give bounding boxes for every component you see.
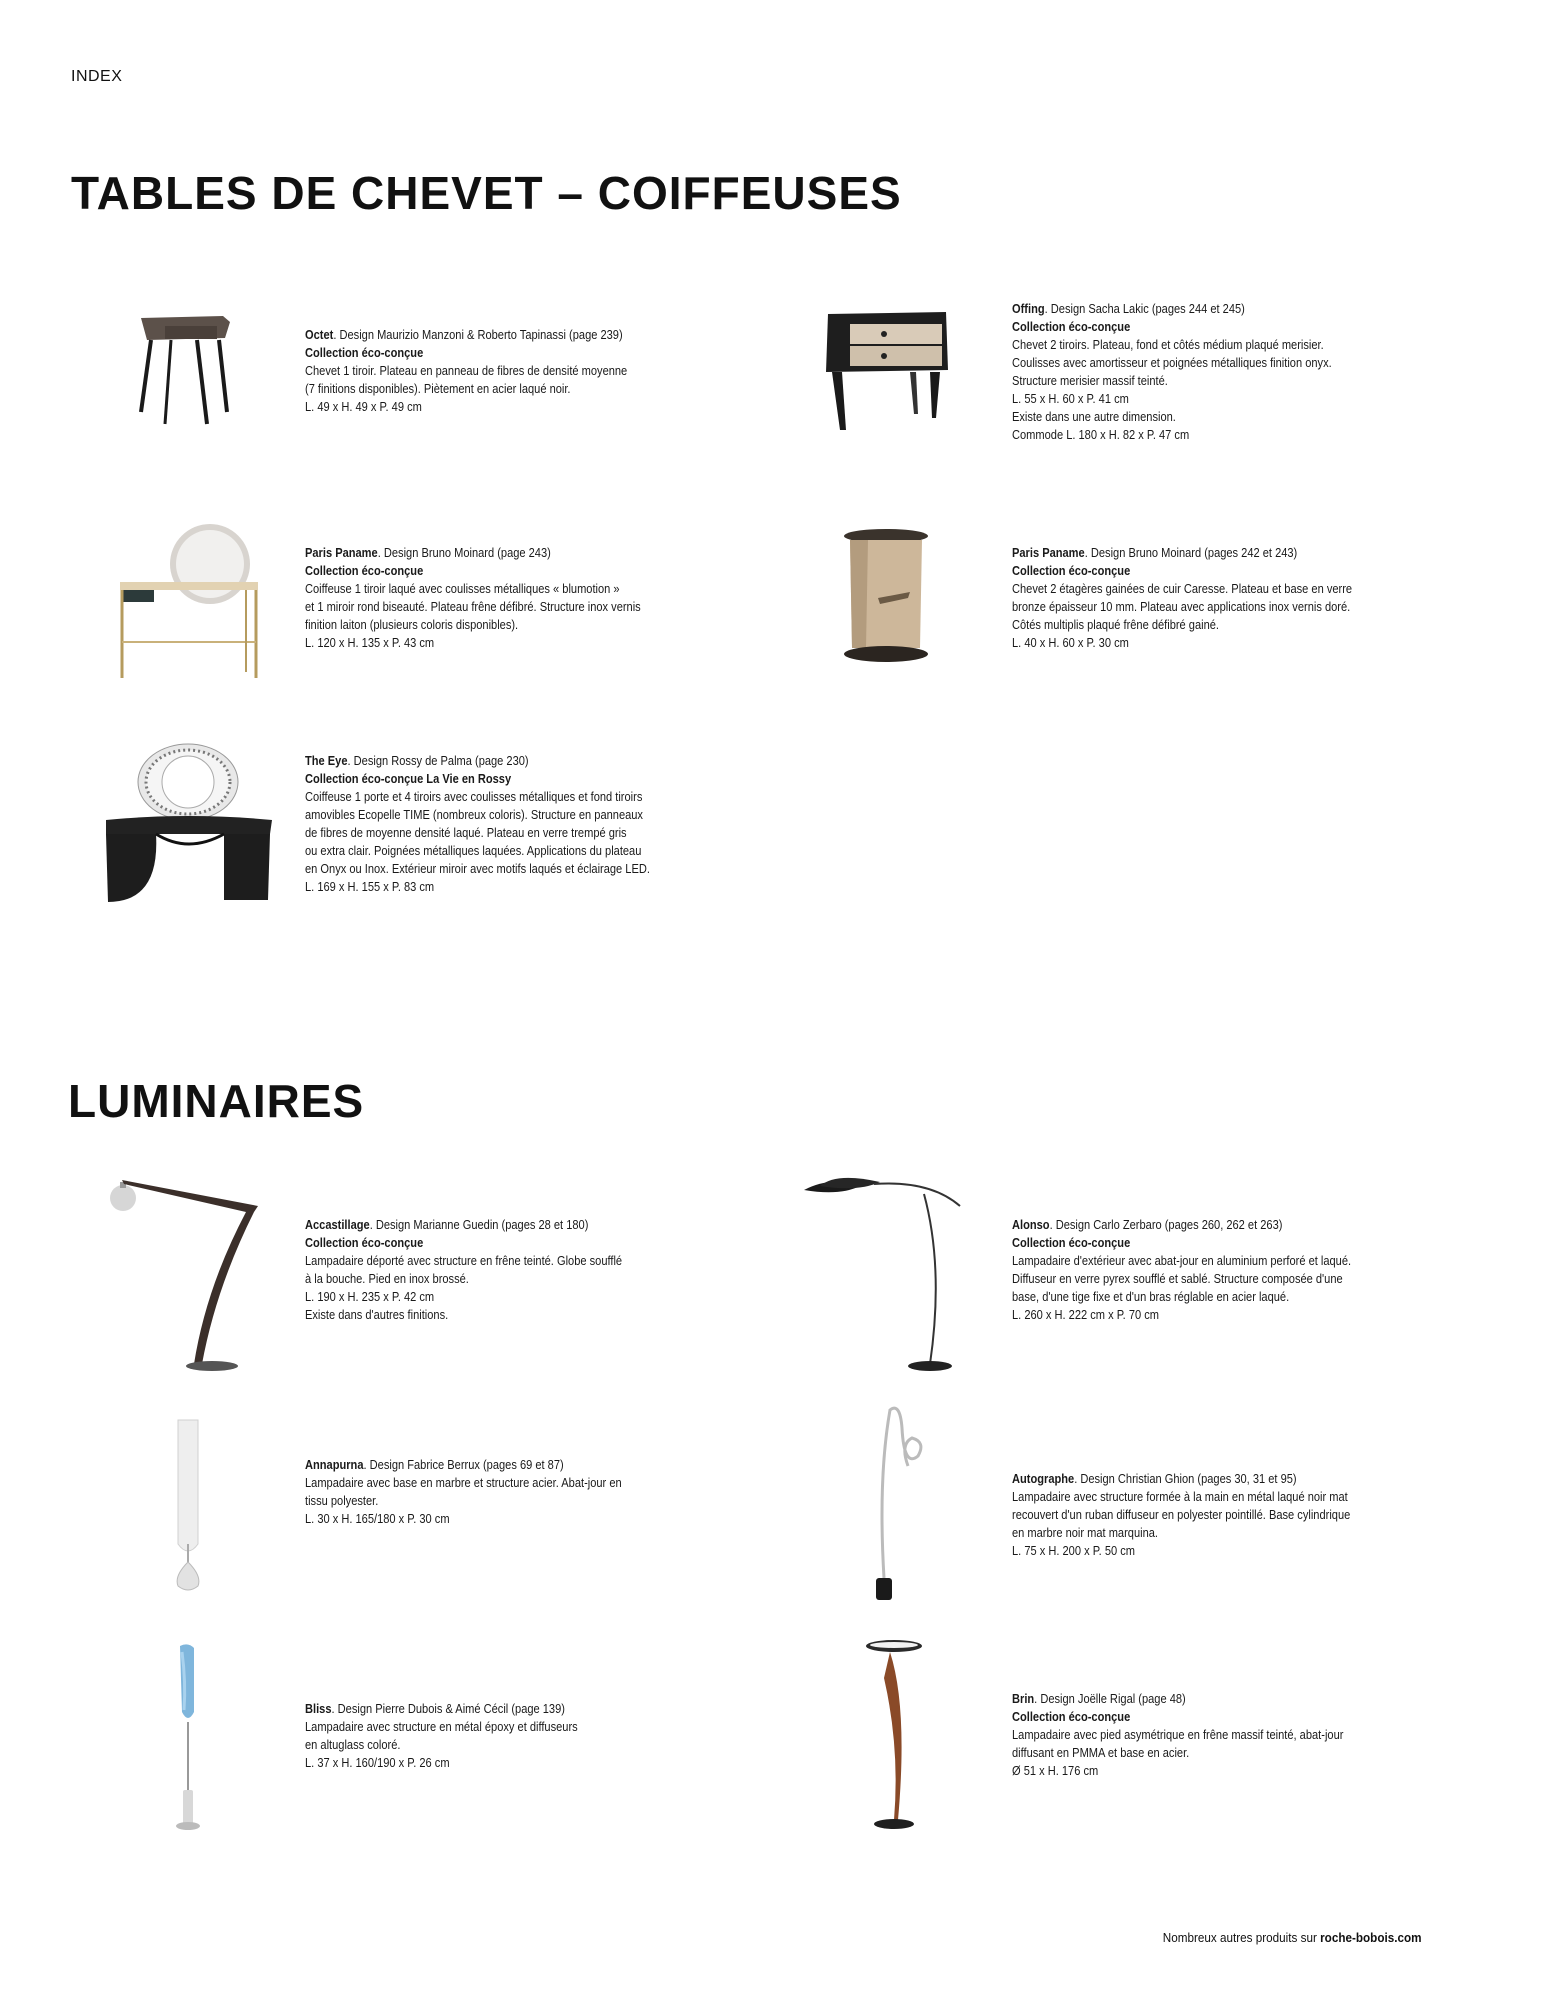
product-line: recouvert d'un ruban diffuseur en polyester pointillé. Base cylindrique [1012,1508,1351,1522]
product-name: Paris Paname [1012,546,1085,560]
product-line: Coulisses avec amortisseur et poignées métalliques finition onyx. [1012,356,1332,370]
product-line: Coiffeuse 1 porte et 4 tiroirs avec coulisses métalliques et fond tiroirs [305,790,643,804]
product-line: Lampadaire avec pied asymétrique en frêne massif teinté, abat-jour [1012,1728,1344,1742]
product-line: en marbre noir mat marquina. [1012,1526,1158,1540]
product-line: Chevet 1 tiroir. Plateau en panneau de fibres de densité moyenne [305,364,628,378]
product-collection: Collection éco-conçue [305,564,424,578]
the-eye-description [305,752,650,896]
product-line: Structure merisier massif teinté. [1012,374,1168,388]
product-collection: Collection éco-conçue [1012,1236,1131,1250]
product-line: à la bouche. Pied en inox brossé. [305,1272,469,1286]
product-name: Accastillage [305,1218,370,1232]
product-collection: Collection éco-conçue [305,1236,424,1250]
product-design: . Design Maurizio Manzoni & Roberto Tapinassi (page 239) [333,328,623,342]
product-line: L. 75 x H. 200 x P. 50 cm [1012,1544,1136,1558]
product-name: The Eye [305,754,348,768]
brin-lamp-image [864,1638,924,1834]
product-name: Brin [1012,1692,1035,1706]
product-name: Annapurna [305,1458,364,1472]
product-collection: Collection éco-conçue [305,346,424,360]
product-design: . Design Bruno Moinard (page 243) [377,546,551,560]
product-line: de fibres de moyenne densité laqué. Plateau en verre trempé gris [305,826,627,840]
product-line: Coiffeuse 1 tiroir laqué avec coulisses métalliques « blumotion » [305,582,620,596]
product-design: . Design Pierre Dubois & Aimé Cécil (page 139) [331,1702,565,1716]
product-name: Paris Paname [305,546,378,560]
product-line: Lampadaire d'extérieur avec abat-jour en aluminium perforé et laqué. [1012,1254,1352,1268]
product-line: diffusant en PMMA et base en acier. [1012,1746,1190,1760]
product-line: L. 49 x H. 49 x P. 49 cm [305,400,422,414]
product-line: ou extra clair. Poignées métalliques laquées. Applications du plateau [305,844,642,858]
alonso-description [1012,1216,1351,1324]
product-line: Diffuseur en verre pyrex soufflé et sablé. Structure composée d'une [1012,1272,1343,1286]
autographe-description [1012,1470,1350,1560]
product-line: Côtés multiplis plaqué frêne défibré gainé. [1012,618,1220,632]
product-name: Bliss [305,1702,332,1716]
product-line: Ø 51 x H. 176 cm [1012,1764,1099,1778]
product-line: et 1 miroir rond biseauté. Plateau frêne défibré. Structure inox vernis [305,600,641,614]
octet-description [305,326,627,416]
product-design: . Design Bruno Moinard (pages 242 et 243) [1084,546,1298,560]
product-line: Chevet 2 tiroirs. Plateau, fond et côtés médium plaqué merisier. [1012,338,1324,352]
offing-description [1012,300,1332,444]
product-design: . Design Fabrice Berrux (pages 69 et 87) [363,1458,564,1472]
product-collection: Collection éco-conçue La Vie en Rossy [305,772,512,786]
index-label: INDEX [71,68,123,85]
annapurna-lamp-image [168,1418,208,1594]
section-title-tables-de-chevet: TABLES DE CHEVET – COIFFEUSES [71,167,902,219]
annapurna-description [305,1456,622,1528]
product-line: en Onyx ou Inox. Extérieur miroir avec motifs laqués et éclairage LED. [305,862,650,876]
product-name: Octet [305,328,334,342]
product-name: Alonso [1012,1218,1050,1232]
autographe-lamp-image [860,1398,930,1604]
product-line: Existe dans d'autres finitions. [305,1308,449,1322]
product-line: Commode L. 180 x H. 82 x P. 47 cm [1012,428,1190,442]
product-line: L. 120 x H. 135 x P. 43 cm [305,636,435,650]
bliss-description [305,1700,578,1772]
product-design: . Design Marianne Guedin (pages 28 et 180) [369,1218,589,1232]
product-collection: Collection éco-conçue [1012,564,1131,578]
product-line: Chevet 2 étagères gainées de cuir Caresse. Plateau et base en verre [1012,582,1353,596]
product-line: amovibles Ecopelle TIME (nombreux coloris). Structure en panneaux [305,808,643,822]
product-line: Lampadaire avec base en marbre et structure acier. Abat-jour en [305,1476,622,1490]
octet-nightstand-image [135,312,235,428]
section-title-luminaires: LUMINAIRES [68,1075,365,1127]
product-design: . Design Sacha Lakic (pages 244 et 245) [1044,302,1245,316]
product-line: L. 30 x H. 165/180 x P. 30 cm [305,1512,450,1526]
product-line: tissu polyester. [305,1494,379,1508]
product-design: . Design Joëlle Rigal (page 48) [1034,1692,1186,1706]
brin-description [1012,1690,1343,1780]
accastillage-description [305,1216,622,1324]
product-line: L. 37 x H. 160/190 x P. 26 cm [305,1756,450,1770]
footer-prefix: Nombreux autres produits sur [1163,1930,1321,1945]
product-line: L. 260 x H. 222 cm x P. 70 cm [1012,1308,1160,1322]
product-line: (7 finitions disponibles). Piètement en acier laqué noir. [305,382,571,396]
product-line: en altuglass coloré. [305,1738,401,1752]
paris-paname-coiffeuse-description [305,544,641,652]
product-line: L. 169 x H. 155 x P. 83 cm [305,880,435,894]
product-design: . Design Christian Ghion (pages 30, 31 et 95) [1074,1472,1297,1486]
product-line: Lampadaire déporté avec structure en frêne teinté. Globe soufflé [305,1254,623,1268]
the-eye-vanity-image [104,742,274,906]
offing-nightstand-image [822,306,952,436]
product-line: L. 190 x H. 235 x P. 42 cm [305,1290,435,1304]
product-name: Autographe [1012,1472,1075,1486]
product-line: bronze épaisseur 10 mm. Plateau avec applications inox vernis doré. [1012,600,1351,614]
product-line: L. 55 x H. 60 x P. 41 cm [1012,392,1129,406]
paris-paname-vanity-image [116,522,260,680]
accastillage-lamp-image [108,1168,268,1374]
paris-paname-nightstand-image [842,528,932,664]
product-design: . Design Carlo Zerbaro (pages 260, 262 et 263) [1049,1218,1283,1232]
product-collection: Collection éco-conçue [1012,1710,1131,1724]
product-line: Existe dans une autre dimension. [1012,410,1176,424]
alonso-lamp-image [800,1168,970,1374]
footer-note [1163,1930,1422,1945]
paris-paname-chevet-description [1012,544,1352,652]
product-line: L. 40 x H. 60 x P. 30 cm [1012,636,1129,650]
bliss-lamp-image [172,1642,206,1832]
product-line: Lampadaire avec structure formée à la main en métal laqué noir mat [1012,1490,1348,1504]
product-line: base, d'une tige fixe et d'un bras réglable en acier laqué. [1012,1290,1290,1304]
product-line: finition laiton (plusieurs coloris disponibles). [305,618,519,632]
footer-site-link[interactable]: roche-bobois.com [1320,1930,1422,1945]
product-design: . Design Rossy de Palma (page 230) [347,754,529,768]
product-collection: Collection éco-conçue [1012,320,1131,334]
product-name: Offing [1012,302,1045,316]
product-line: Lampadaire avec structure en métal époxy et diffuseurs [305,1720,578,1734]
